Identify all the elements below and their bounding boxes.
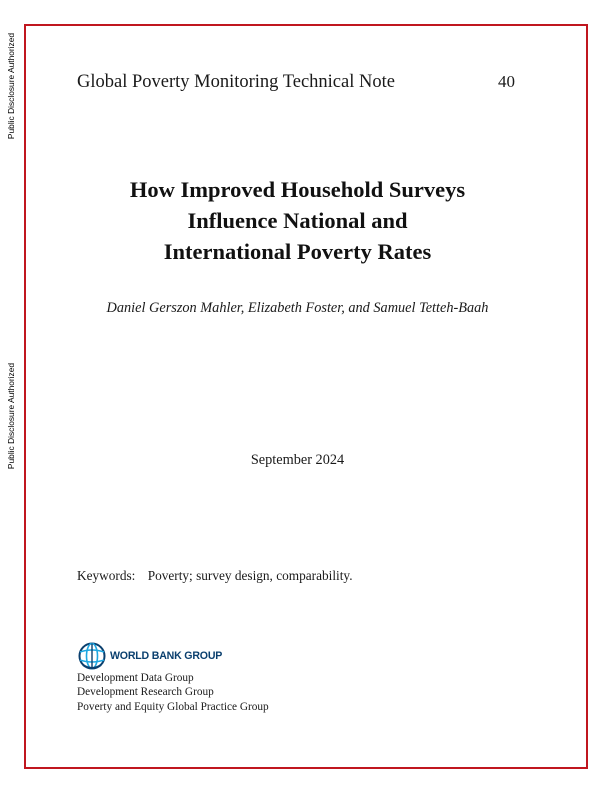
title-line: How Improved Household Surveys [129, 177, 466, 202]
group-item: Poverty and Equity Global Practice Group [77, 700, 269, 713]
group-item: Development Research Group [77, 686, 214, 699]
authors: Daniel Gerszon Mahler, Elizabeth Foster, and Samuel Tetteh-Baah [106, 300, 489, 316]
side-disclosure-label-top: Public Disclosure Authorized [6, 32, 16, 140]
title-line: International Poverty Rates [163, 239, 432, 264]
publication-date: September 2024 [250, 452, 345, 468]
world-bank-group-logo [77, 640, 222, 672]
keywords-value: Poverty; survey design, comparability. [147, 568, 353, 583]
group-list [77, 671, 269, 714]
title-line: Influence National and [187, 208, 408, 233]
keywords [77, 568, 353, 584]
logo-text: WORLD BANK GROUP [110, 650, 223, 662]
document-title [0, 174, 595, 267]
keywords-label: Keywords: [77, 568, 136, 583]
series-title: Global Poverty Monitoring Technical Note [77, 72, 395, 92]
side-disclosure-label-middle: Public Disclosure Authorized [6, 362, 16, 470]
note-number: 40 [498, 72, 515, 91]
globe-icon [77, 641, 107, 671]
group-item: Development Data Group [77, 672, 194, 684]
